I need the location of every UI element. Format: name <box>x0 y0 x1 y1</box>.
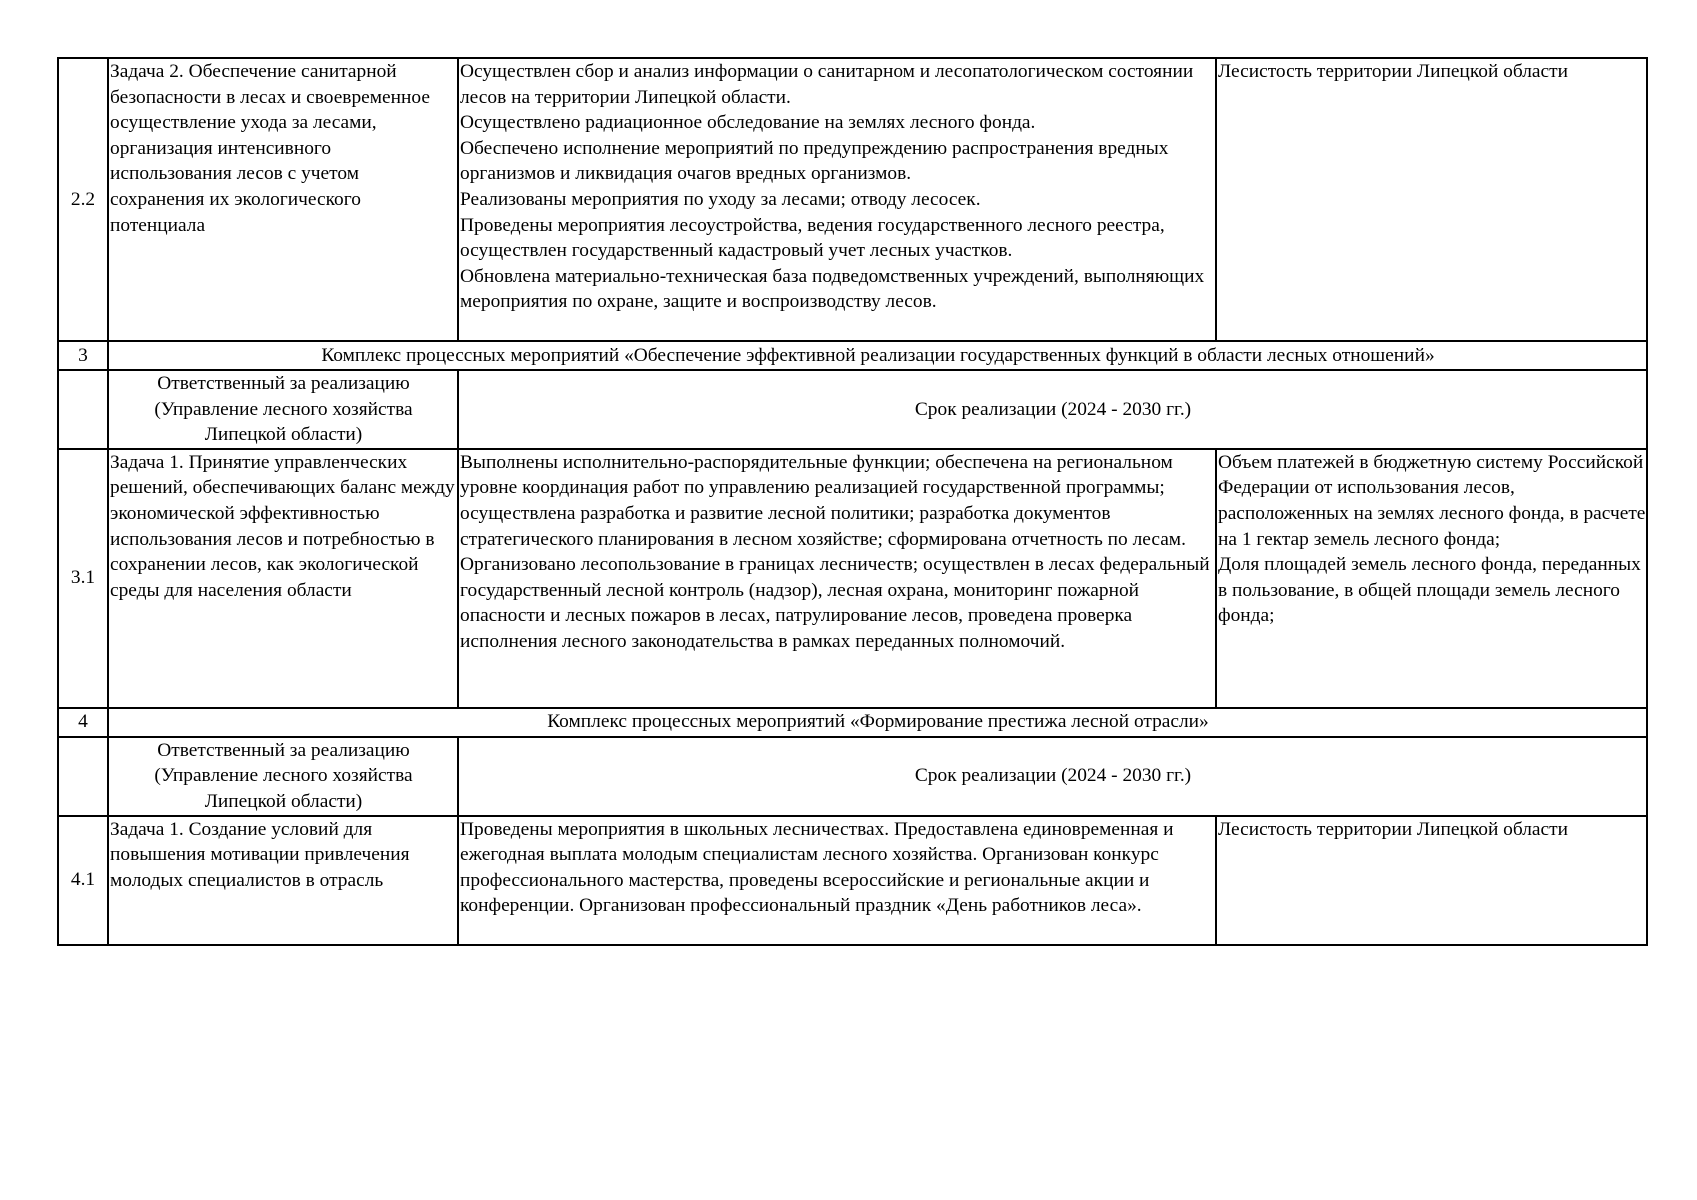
period-cell: Срок реализации (2024 - 2030 гг.) <box>458 737 1647 816</box>
empty-number-cell <box>58 737 108 816</box>
section-title: Комплекс процессных мероприятий «Формирование престижа лесной отрасли» <box>108 708 1647 737</box>
results-cell: Проведены мероприятия в школьных лесничествах. Предоставлена единовременная и ежегодная выплата молодым специалистам лесного хозяйства. Организован конкурс профессионального мастерства, проведены всероссийские и региональные акции и конференции. Организован профессиональный праздник «День работников леса». <box>458 816 1216 945</box>
table-row-3-1 <box>58 449 1647 708</box>
row-number: 2.2 <box>58 58 108 341</box>
indicators-cell: Объем платежей в бюджетную систему Российской Федерации от использования лесов, расположенных на землях лесного фонда, в расчете на 1 гектар земель лесного фонда; Доля площадей земель лесного фонда, переданных в пользование, в общей площади земель лесного фонда; <box>1216 449 1647 708</box>
results-cell: Осуществлен сбор и анализ информации о санитарном и лесопатологическом состоянии лесов на территории Липецкой области. Осуществлено радиационное обследование на землях лесного фонда. Обеспечено исполнение мероприятий по предупреждению распространения вредных организмов и ликвидация очагов вредных организмов. Реализованы мероприятия по уходу за лесами; отводу лесосек. Проведены мероприятия лесоустройства, ведения государственного лесного реестра, осуществлен государственный кадастровый учет лесных участков. Обновлена материально-техническая база подведомственных учреждений, выполняющих мероприятия по охране, защите и воспроизводству лесов. <box>458 58 1216 341</box>
results-cell: Выполнены исполнительно-распорядительные функции; обеспечена на региональном уровне координация работ по управлению реализацией государственной программы; осуществлена разработка и развитие лесной политики; разработка документов стратегического планирования в лесном хозяйстве; сформирована отчетность по лесам. Организовано лесопользование в границах лесничеств; осуществлен в лесах федеральный государственный лесной контроль (надзор), лесная охрана, мониторинг пожарной опасности и лесных пожаров в лесах, патрулирование лесов, проведена проверка исполнения лесного законодательства в рамках переданных полномочий. <box>458 449 1216 708</box>
period-cell: Срок реализации (2024 - 2030 гг.) <box>458 370 1647 449</box>
row-number: 4.1 <box>58 816 108 945</box>
task-cell: Задача 1. Принятие управленческих решений, обеспечивающих баланс между экономической эффективностью использования лесов и потребностью в сохранении лесов, как экологической среды для населения области <box>108 449 458 708</box>
program-table <box>57 57 1648 946</box>
indicators-cell: Лесистость территории Липецкой области <box>1216 816 1647 945</box>
table-row-4-1 <box>58 816 1647 945</box>
task-cell: Задача 1. Создание условий для повышения мотивации привлечения молодых специалистов в отрасль <box>108 816 458 945</box>
table-row-2-2 <box>58 58 1647 341</box>
responsible-cell: Ответственный за реализацию (Управление лесного хозяйства Липецкой области) <box>108 370 458 449</box>
section-number: 3 <box>58 341 108 370</box>
indicators-cell: Лесистость территории Липецкой области <box>1216 58 1647 341</box>
section-number: 4 <box>58 708 108 737</box>
section-row-4 <box>58 708 1647 737</box>
task-cell: Задача 2. Обеспечение санитарной безопасности в лесах и своевременное осуществление ухода за лесами, организация интенсивного использования лесов с учетом сохранения их экологического потенциала <box>108 58 458 341</box>
section-title: Комплекс процессных мероприятий «Обеспечение эффективной реализации государственных функций в области лесных отношений» <box>108 341 1647 370</box>
empty-number-cell <box>58 370 108 449</box>
responsible-row-3 <box>58 370 1647 449</box>
row-number: 3.1 <box>58 449 108 708</box>
responsible-row-4 <box>58 737 1647 816</box>
section-row-3 <box>58 341 1647 370</box>
responsible-cell: Ответственный за реализацию (Управление лесного хозяйства Липецкой области) <box>108 737 458 816</box>
